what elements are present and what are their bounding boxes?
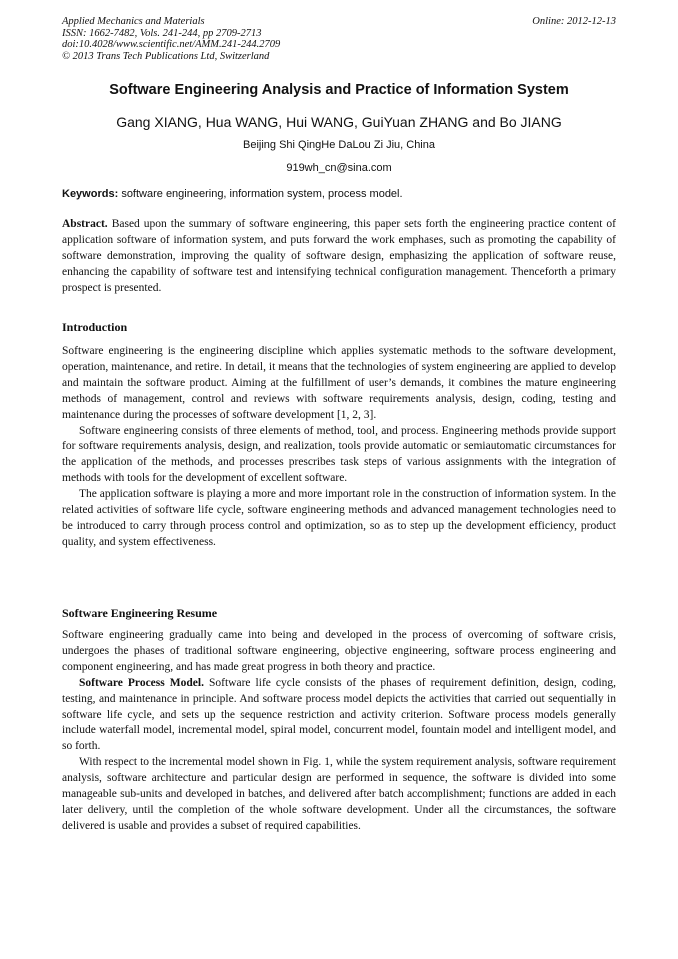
section-heading-introduction: Introduction (62, 320, 128, 334)
intro-paragraph-2: Software engineering consists of three elements of method, tool, and process. Engineering methods provide support for software requirements analysis, design, and realization, tools provide automatic or semiautomatic circumstances for the application of the methods, and processes prescribes task steps of various assignments with the integration of methods with tools for the development of excellent software. (62, 424, 616, 485)
keywords-label: Keywords: (62, 188, 119, 200)
resume-paragraph-3: With respect to the incremental model shown in Fig. 1, while the system requirement analysis, software requirement analysis, software architecture and particular design are performed in sequence, the software is divided into some manageable sub-units and developed in batches, and delivered after batch accomplishment; functions are added in each later delivery, until the completion of the whole software development. Under all the circumstances, the software delivered is usable and provides a subset of required capabilities. (62, 756, 616, 832)
abstract-block (62, 217, 616, 297)
resume-body (62, 628, 616, 835)
resume-paragraph-2 (62, 676, 616, 756)
paper-title: Software Engineering Analysis and Practice of Information System (109, 82, 569, 98)
section-heading-resume: Software Engineering Resume (62, 606, 218, 620)
intro-paragraph-3: The application software is playing a more and more important role in the construction of information system. In the related activities of software life cycle, software engineering methods and advanced management technologies need to be introduced to carry through process control and optimization, so as to step up the development efficiency, product quality, and system effectiveness. (62, 488, 616, 548)
abstract-label: Abstract. (62, 218, 108, 230)
doi-line[interactable]: doi:10.4028/www.scientific.net/AMM.241-244.2709 (62, 39, 281, 50)
copyright-line: © 2013 Trans Tech Publications Ltd, Switzerland (62, 50, 270, 62)
author-list: Gang XIANG, Hua WANG, Hui WANG, GuiYuan ZHANG and Bo JIANG (116, 114, 562, 130)
keywords-line (62, 188, 616, 201)
affiliation: Beijing Shi QingHe DaLou Zi Jiu, China (243, 139, 435, 151)
introduction-body (62, 344, 616, 551)
journal-name: Applied Mechanics and Materials (62, 16, 205, 27)
abstract-text: Based upon the summary of software engineering, this paper sets forth the engineering practice content of application software of information system, and puts forward the work emphases, such as promoting the capability of software demonstration, improving the quality of software design, emphasizing the application of software reuse, enhancing the capability of software test and intensifying technical configuration management. Thenceforth a primary prospect is presented. (62, 218, 617, 294)
process-model-lead: Software Process Model. (79, 676, 204, 689)
contact-email[interactable]: 919wh_cn@sina.com (286, 162, 392, 174)
intro-paragraph-1: Software engineering is the engineering discipline which applies systematic methods to the software development, operation, maintenance, and retire. In detail, it means that the technologies of system engineering are applied to develop and maintain the software product. Aiming at the fulfillment of user’s demands, it combines the mature engineering methods of management, control and reviews with software requirements analysis, design, coding, testing and maintenance during the processes of software development [1, 2, 3]. (62, 345, 616, 421)
keywords-text: software engineering, information system, process model. (121, 188, 403, 200)
resume-paragraph-1: Software engineering gradually came into being and developed in the process of overcoming of software crisis, undergoes the phases of traditional software engineering, objective engineering, software process engineering and component engineering, and has made great progress in both theory and practice. (62, 629, 616, 673)
process-model-text: Software life cycle consists of the phases of requirement definition, design, coding, testing, and maintenance in principle. And software process model depicts the activities that carried out sequentially in software life cycle, and sets up the sequence restriction and activity criterion. Software process models generally include waterfall model, incremental model, spiral model, concurrent model, fountain model and intelligent model, and so forth. (62, 676, 617, 753)
journal-header (62, 16, 280, 62)
online-date: Online: 2012-12-13 (532, 16, 616, 27)
issn-line: ISSN: 1662-7482, Vols. 241-244, pp 2709-2713 (62, 27, 262, 39)
